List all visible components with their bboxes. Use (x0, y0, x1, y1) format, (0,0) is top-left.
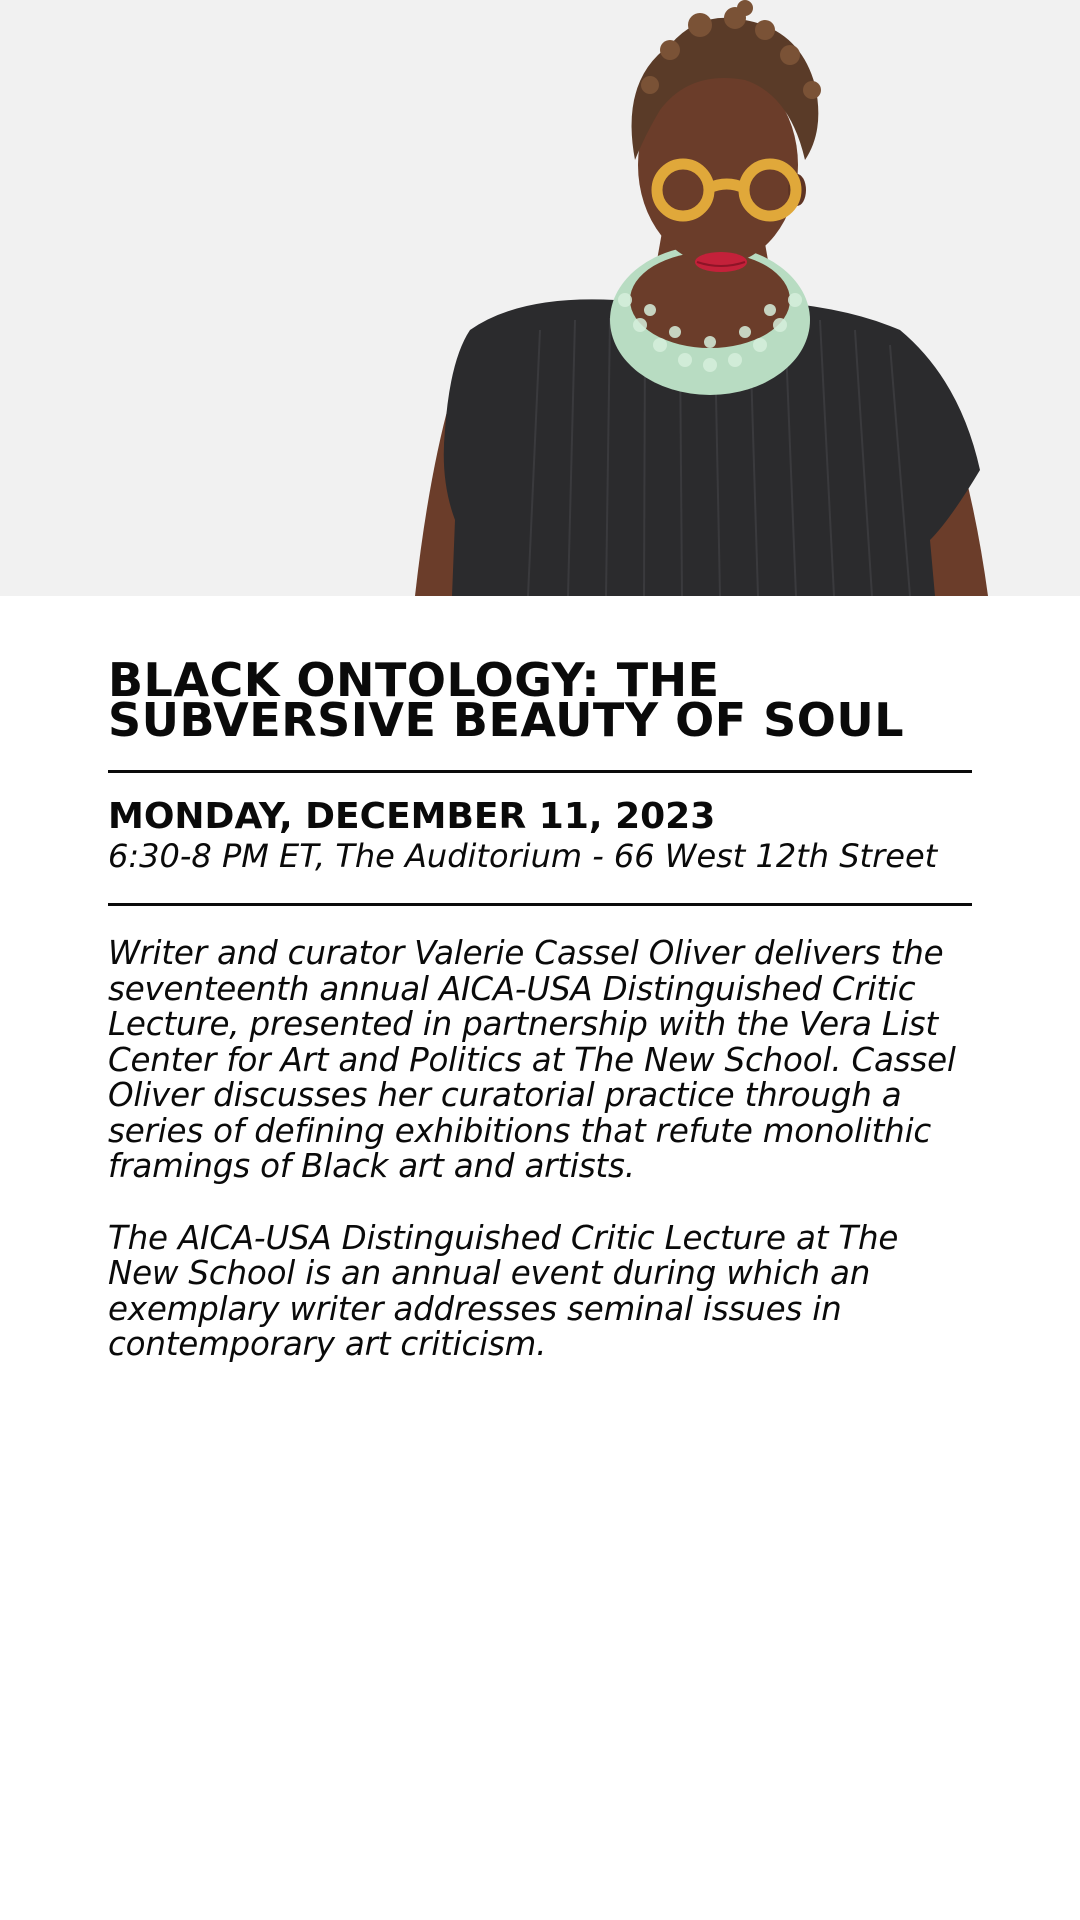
event-description (108, 936, 972, 1363)
description-paragraph: The AICA-USA Distinguished Critic Lecture at The New School is an annual event during which an exemplary writer addresses seminal issues in contemporary art criticism. (108, 1218, 899, 1363)
hero-banner (0, 0, 1080, 596)
divider (108, 903, 972, 906)
divider (108, 770, 972, 773)
event-time-location: 6:30-8 PM ET, The Auditorium - 66 West 12th Street (108, 837, 938, 875)
event-date: MONDAY, DECEMBER 11, 2023 (108, 796, 716, 837)
event-details (108, 653, 972, 1363)
event-title: BLACK ONTOLOGY: THE SUBVERSIVE BEAUTY OF SOUL (108, 653, 905, 747)
speaker-portrait (0, 0, 1080, 596)
description-paragraph: Writer and curator Valerie Cassel Oliver delivers the seventeenth annual AICA-USA Distinguished Critic Lecture, presented in partnership with the Vera List Center for Art and Politics at The New School. Cassel Oliver discusses her curatorial practice through a series of defining exhibitions that refute monolithic framings of Black art and artists. (108, 934, 956, 1185)
